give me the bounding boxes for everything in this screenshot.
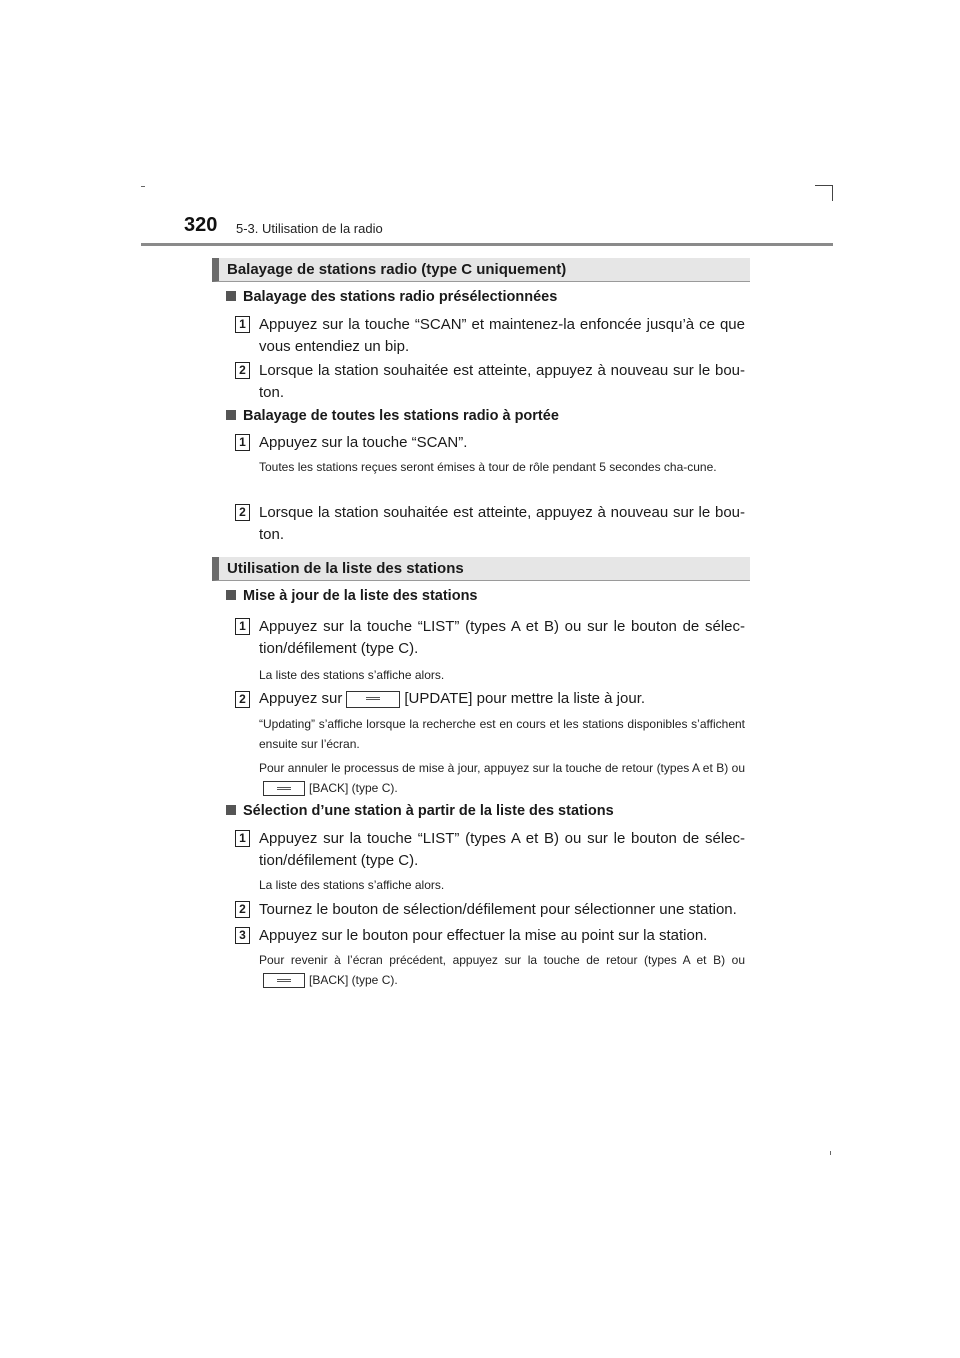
section-title: 5-3. Utilisation de la radio — [236, 221, 383, 236]
step-note: La liste des stations s’affiche alors. — [259, 668, 445, 682]
step-number: 2 — [235, 504, 250, 521]
header-rule — [141, 243, 833, 246]
step-number: 2 — [235, 901, 250, 918]
step-number: 1 — [235, 434, 250, 451]
section-heading-scan: Balayage de stations radio (type C uniquement) — [212, 258, 750, 282]
step-note: Pour annuler le processus de mise à jour, appuyez sur la touche de retour (types A et B) ou[BACK] (type C). — [259, 761, 745, 795]
step-text: Appuyez sur [UPDATE] pour mettre la liste à jour. — [259, 690, 646, 707]
step-number: 2 — [235, 362, 250, 379]
step-text: Lorsque la station souhaitée est atteinte, appuyez à nouveau sur le bou-ton. — [259, 362, 745, 401]
step-text: Appuyez sur le bouton pour effectuer la mise au point sur la station. — [259, 927, 708, 944]
step-number: 1 — [235, 316, 250, 333]
step-text: Appuyez sur la touche “SCAN” et maintenez-la enfoncée jusqu’à ce que vous entendiez un bip. — [259, 316, 745, 355]
step-number: 2 — [235, 691, 250, 708]
crop-mark — [141, 186, 145, 187]
square-bullet-icon — [226, 410, 236, 420]
subsection-heading: Sélection d’une station à partir de la liste des stations — [226, 803, 614, 819]
subsection-heading: Balayage des stations radio présélectionnées — [226, 289, 557, 305]
page-number: 320 — [184, 214, 218, 236]
section-heading-station-list: Utilisation de la liste des stations — [212, 557, 750, 581]
step-text: Appuyez sur la touche “LIST” (types A et B) ou sur le bouton de sélec-tion/défilement (type C). — [259, 830, 745, 869]
crop-mark — [832, 185, 833, 201]
step-text: Tournez le bouton de sélection/défilement pour sélectionner une station. — [259, 901, 737, 918]
step-text: Lorsque la station souhaitée est atteinte, appuyez à nouveau sur le bou-ton. — [259, 504, 745, 543]
screen-button-icon — [263, 973, 305, 988]
step-text: Appuyez sur la touche “LIST” (types A et B) ou sur le bouton de sélec-tion/défilement (type C). — [259, 618, 745, 657]
step-note: La liste des stations s’affiche alors. — [259, 878, 445, 892]
subsection-heading: Mise à jour de la liste des stations — [226, 588, 478, 604]
crop-mark — [815, 185, 833, 186]
square-bullet-icon — [226, 805, 236, 815]
step-number: 1 — [235, 618, 250, 635]
screen-button-icon — [263, 781, 305, 796]
crop-mark — [830, 1151, 831, 1155]
step-note: “Updating” s’affiche lorsque la recherche est en cours et les stations disponibles s’affichent ensuite sur l’écran. — [259, 717, 745, 751]
step-number: 3 — [235, 927, 250, 944]
square-bullet-icon — [226, 590, 236, 600]
square-bullet-icon — [226, 291, 236, 301]
step-text: Appuyez sur la touche “SCAN”. — [259, 434, 468, 451]
screen-button-icon — [346, 691, 400, 708]
subsection-heading: Balayage de toutes les stations radio à portée — [226, 408, 559, 424]
step-note: Pour revenir à l’écran précédent, appuyez sur la touche de retour (types A et B) ou[BACK] (type C). — [259, 953, 745, 987]
step-note: Toutes les stations reçues seront émises à tour de rôle pendant 5 secondes cha-cune. — [259, 460, 717, 474]
step-number: 1 — [235, 830, 250, 847]
